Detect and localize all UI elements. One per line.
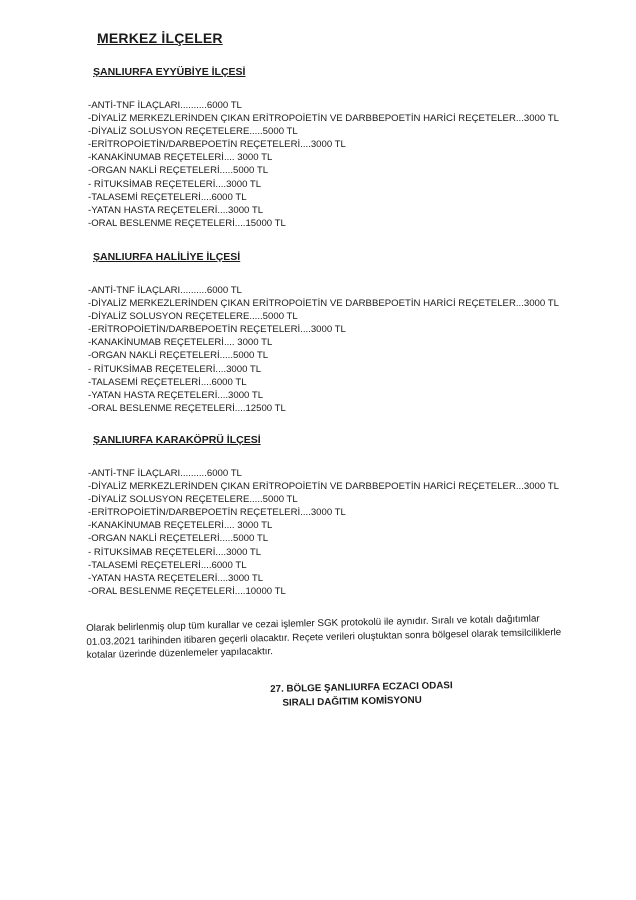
list-item: - RİTUKSİMAB REÇETELERİ....3000 TL — [88, 363, 262, 375]
list-item: -YATAN HASTA REÇETELERİ....3000 TL — [88, 204, 264, 216]
list-item: -DİYALİZ MERKEZLERİNDEN ÇIKAN ERİTROPOİETİN VE DARBBEPOETİN HARİCİ REÇETELER...3000 TL — [88, 481, 559, 493]
section-eyyubiye — [88, 66, 608, 230]
section-title: ŞANLIURFA KARAKÖPRÜ İLÇESİ — [93, 434, 261, 446]
item-list — [88, 99, 608, 230]
signature-block — [270, 679, 453, 711]
note-paragraph: Olarak belirlenmiş olup tüm kurallar ve cezai işlemler SGK protokolü ile aynıdır. Sıralı ve kotalı dağıtımlar 01.03.2021 tarihinden itibaren geçerli olacaktır. Reçete verileri oluştuktan sonra bölgesel olarak temsilciliklerle kotalar üzerinde düzenlemeler yapılacaktır. — [86, 613, 562, 661]
section-karakopru — [88, 434, 608, 598]
section-haliliye — [88, 251, 608, 415]
list-item: -DİYALİZ MERKEZLERİNDEN ÇIKAN ERİTROPOİETİN VE DARBBEPOETİN HARİCİ REÇETELER...3000 TL — [88, 113, 559, 125]
list-item: -ERİTROPOİETİN/DARBEPOETİN REÇETELERİ....3000 TL — [88, 507, 346, 519]
list-item: -ORAL BESLENME REÇETELERİ....12500 TL — [88, 402, 286, 414]
section-title: ŞANLIURFA EYYÜBİYE İLÇESİ — [93, 66, 246, 78]
list-item: -ORGAN NAKLİ REÇETELERİ.....5000 TL — [88, 533, 269, 545]
list-item: -ORGAN NAKLİ REÇETELERİ.....5000 TL — [88, 165, 269, 177]
list-item: -DİYALİZ SOLUSYON REÇETELERE.....5000 TL — [88, 126, 298, 138]
list-item: - RİTUKSİMAB REÇETELERİ....3000 TL — [88, 178, 262, 190]
list-item: -ERİTROPOİETİN/DARBEPOETİN REÇETELERİ....3000 TL — [88, 139, 346, 151]
list-item: -KANAKİNUMAB REÇETELERİ.... 3000 TL — [88, 152, 273, 164]
section-title: ŞANLIURFA HALİLİYE İLÇESİ — [93, 251, 241, 263]
list-item: -ANTİ-TNF İLAÇLARI..........6000 TL — [88, 468, 242, 479]
item-list — [88, 284, 608, 415]
list-item: -TALASEMİ REÇETELERİ....6000 TL — [88, 376, 247, 388]
signature-org: 27. BÖLGE ŞANLIURFA ECZACI ODASI — [270, 680, 453, 695]
list-item: -KANAKİNUMAB REÇETELERİ.... 3000 TL — [88, 337, 273, 349]
item-list — [88, 467, 608, 598]
list-item: -YATAN HASTA REÇETELERİ....3000 TL — [88, 572, 264, 584]
list-item: -KANAKİNUMAB REÇETELERİ.... 3000 TL — [88, 520, 273, 532]
list-item: -TALASEMİ REÇETELERİ....6000 TL — [88, 191, 247, 203]
list-item: -YATAN HASTA REÇETELERİ....3000 TL — [88, 389, 264, 401]
signature-committee: SIRALI DAĞITIM KOMİSYONU — [282, 694, 422, 709]
list-item: -DİYALİZ SOLUSYON REÇETELERE.....5000 TL — [88, 311, 298, 323]
list-item: -ERİTROPOİETİN/DARBEPOETİN REÇETELERİ....3000 TL — [88, 324, 346, 336]
list-item: -DİYALİZ SOLUSYON REÇETELERE.....5000 TL — [88, 494, 298, 506]
list-item: - RİTUKSİMAB REÇETELERİ....3000 TL — [88, 546, 262, 558]
list-item: -ANTİ-TNF İLAÇLARI..........6000 TL — [88, 285, 242, 296]
list-item: -ORAL BESLENME REÇETELERİ....15000 TL — [88, 217, 286, 229]
list-item: -ORAL BESLENME REÇETELERİ....10000 TL — [88, 585, 286, 597]
list-item: -DİYALİZ MERKEZLERİNDEN ÇIKAN ERİTROPOİETİN VE DARBBEPOETİN HARİCİ REÇETELER...3000 TL — [88, 298, 559, 310]
list-item: -ANTİ-TNF İLAÇLARI..........6000 TL — [88, 100, 242, 111]
page-title: MERKEZ İLÇELER — [97, 30, 223, 46]
list-item: -ORGAN NAKLİ REÇETELERİ.....5000 TL — [88, 350, 269, 362]
list-item: -TALASEMİ REÇETELERİ....6000 TL — [88, 559, 247, 571]
